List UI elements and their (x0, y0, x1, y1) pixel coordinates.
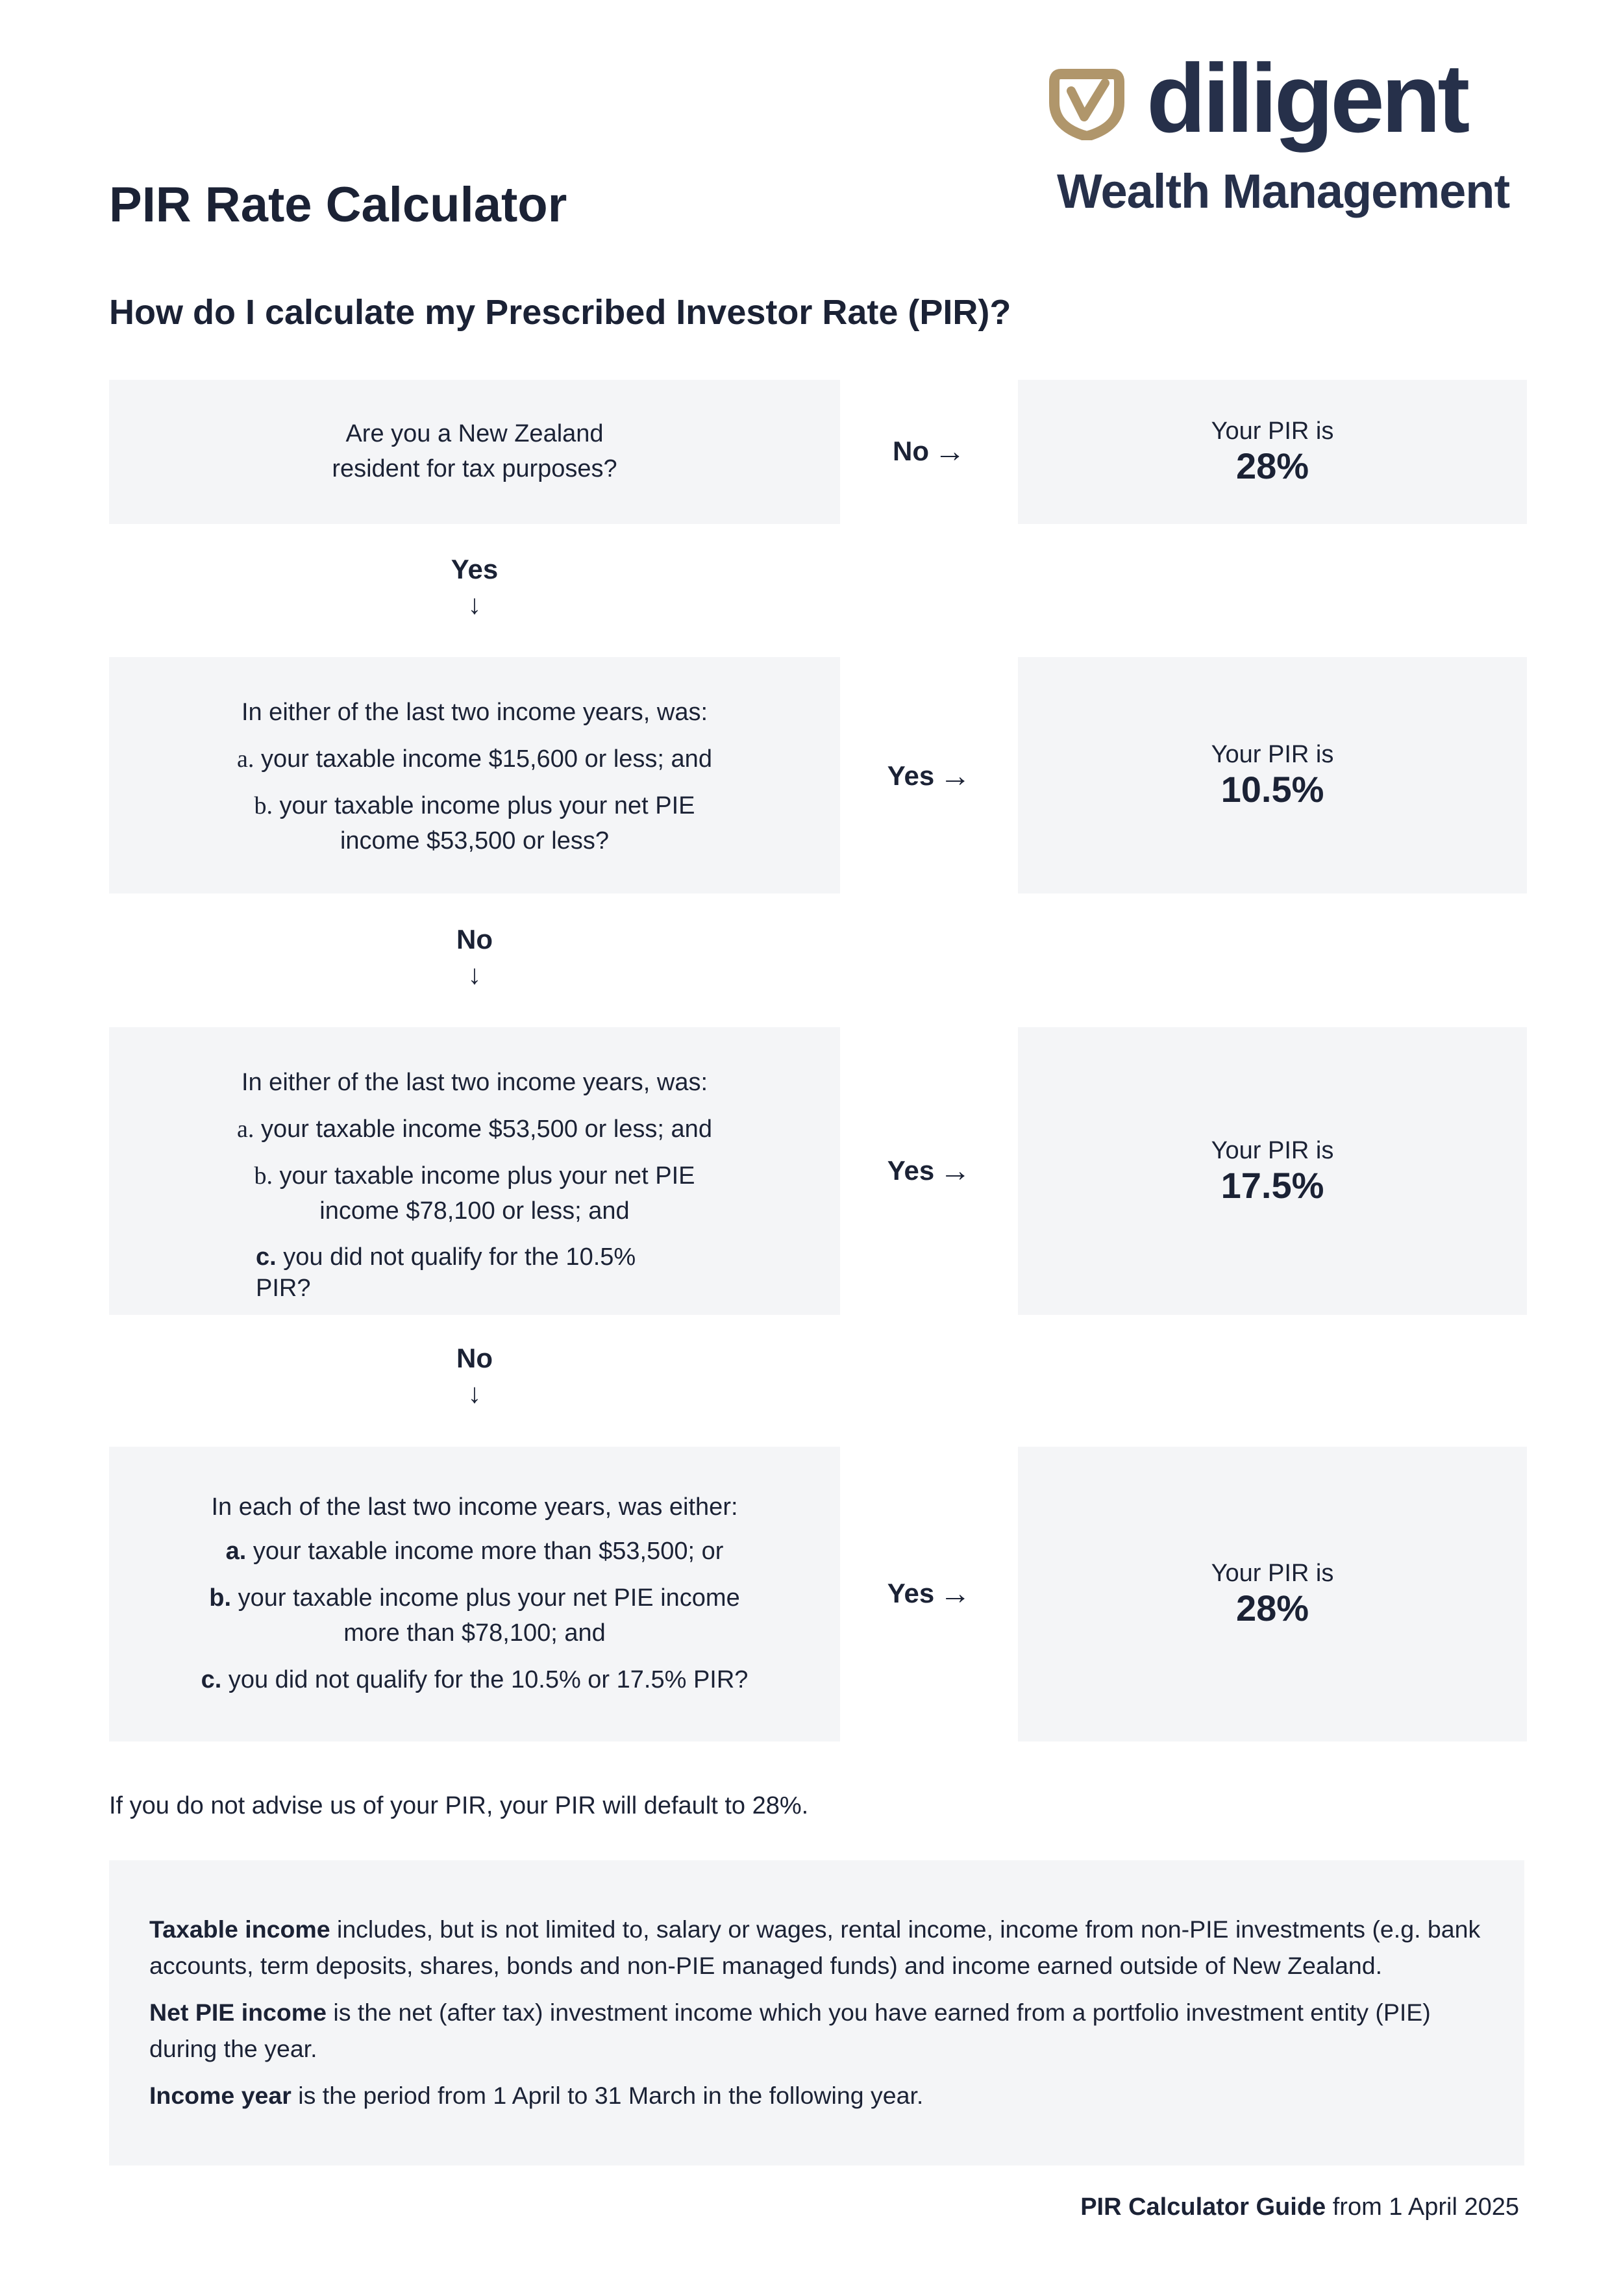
brand-logo (1049, 44, 1530, 227)
default-rate-note: If you do not advise us of your PIR, your PIR will default to 28%. (109, 1792, 809, 1819)
question-box-residency (109, 380, 840, 524)
question-box-28-high-income (109, 1447, 840, 1741)
flow-arrow-yes: Yes → (887, 1576, 971, 1611)
down-arrow-icon: ↓ (467, 589, 482, 619)
result-box-28-nonresident: Your PIR is 28% (1018, 380, 1527, 524)
pir-rate: 28% (1235, 1588, 1309, 1628)
flow-arrow-no-down: No ↓ (109, 1341, 840, 1411)
page-subtitle: How do I calculate my Prescribed Investor Rate (PIR)? (109, 293, 1011, 332)
flow-arrow-no: No → (893, 434, 965, 469)
right-arrow-icon: → (939, 1153, 971, 1188)
page-title: PIR Rate Calculator (109, 177, 567, 232)
glossary-panel (109, 1860, 1524, 2165)
pir-rate: 28% (1235, 445, 1309, 486)
question-box-10-5 (109, 657, 840, 893)
result-box-17-5: Your PIR is 17.5% (1018, 1027, 1527, 1315)
page-footer: PIR Calculator Guide from 1 April 2025 (1080, 2193, 1519, 2221)
down-arrow-icon: ↓ (467, 1378, 482, 1408)
question-text: In each of the last two income years, was either: a. your taxable income more than $53,500; or b. your taxable income plus your net PIE income more than $78,100; and c. you did not qualify for the 10.5% or 17.5% PIR? (201, 1493, 749, 1693)
flow-arrow-no-down: No ↓ (109, 922, 840, 992)
flow-arrow-yes-down: Yes ↓ (109, 552, 840, 622)
checkmark-shield-icon (1049, 65, 1124, 140)
brand-tagline: Wealth Management (1057, 164, 1510, 218)
flow-arrow-yes: Yes → (887, 1153, 971, 1188)
right-arrow-icon: → (939, 1576, 971, 1611)
flow-arrow-yes: Yes → (887, 758, 971, 793)
right-arrow-icon: → (934, 434, 965, 469)
result-box-10-5: Your PIR is 10.5% (1018, 657, 1527, 893)
pir-rate: 10.5% (1220, 769, 1324, 810)
question-text: In either of the last two income years, was: a. your taxable income $15,600 or less; and b. your taxable income plus your net PIE income $53,500 or less? (237, 699, 712, 855)
question-text: Are you a New Zealand resident for tax purposes? (332, 420, 617, 482)
glossary-item: Taxable income includes, but is not limited to, salary or wages, rental income, income from non-PIE investments (e.g. bank accounts, term deposits, shares, bonds and non-PIE managed funds) and income earned outside of New Zealand. (149, 1915, 1481, 1979)
pir-rate: 17.5% (1220, 1164, 1324, 1206)
glossary-item: Income year is the period from 1 April to 31 March in the following year. (149, 2082, 924, 2109)
question-item-c: c. you did not qualify for the 10.5% PIR? (256, 1243, 636, 1302)
down-arrow-icon: ↓ (467, 959, 482, 990)
right-arrow-icon: → (939, 758, 971, 793)
brand-name: diligent (1146, 44, 1467, 153)
glossary-item: Net PIE income is the net (after tax) investment income which you have earned from a portfolio investment entity (PIE) during the year. (149, 1999, 1431, 2062)
question-box-17-5 (109, 1027, 840, 1315)
question-text: In either of the last two income years, was: a. your taxable income $53,500 or less; and b. your taxable income plus your net PIE income $78,100 or less; and (237, 1069, 712, 1225)
result-box-28-high-income: Your PIR is 28% (1018, 1447, 1527, 1741)
